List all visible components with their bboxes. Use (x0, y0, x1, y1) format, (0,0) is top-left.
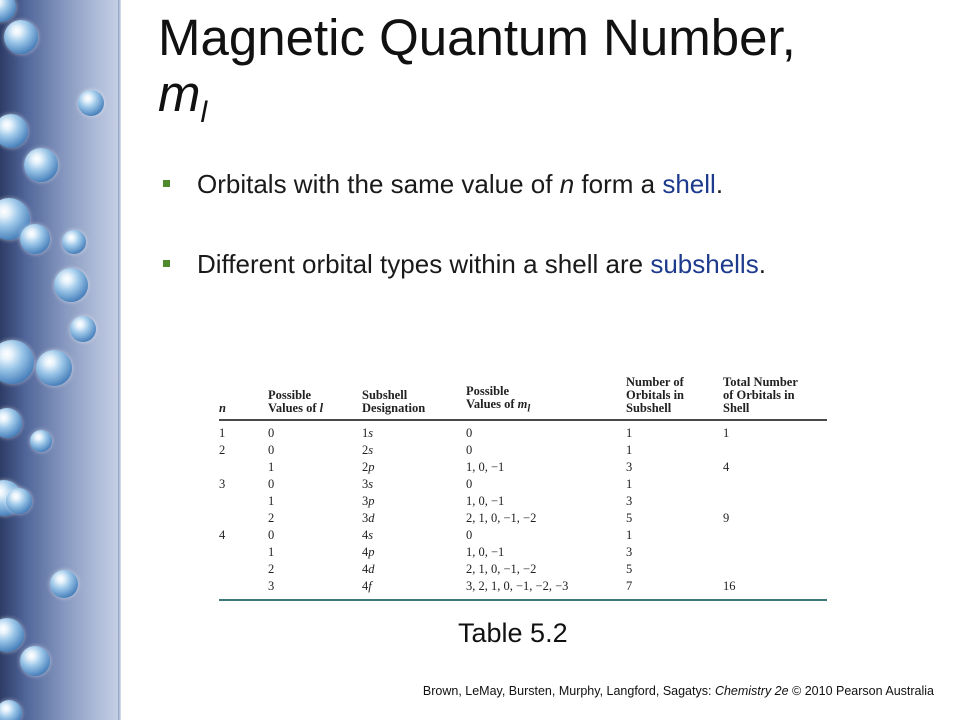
bubble-icon (4, 20, 38, 54)
bubble-icon (62, 230, 86, 254)
bullet-text (197, 249, 766, 279)
cell-orbitals: 5 (626, 562, 633, 576)
bullet-text-part: form a (574, 169, 663, 199)
bubble-icon (24, 148, 58, 182)
cell-subshell: 4d (362, 562, 375, 576)
sidebar-edge (118, 0, 121, 720)
bubble-icon (36, 350, 72, 386)
footer-authors: Brown, LeMay, Bursten, Murphy, Langford, Sagatys: (422, 684, 715, 698)
bubble-icon (54, 268, 88, 302)
cell-l: 3 (268, 579, 275, 593)
slide-title: Magnetic Quantum Number, (158, 9, 796, 66)
cell-l: 1 (268, 494, 275, 508)
cell-subshell: 4s (362, 528, 374, 542)
cell-n: 1 (219, 426, 226, 440)
bullet-text-part: Different orbital types within a shell are (197, 249, 651, 279)
table-row (219, 544, 827, 561)
bubble-icon (0, 618, 24, 652)
cell-l: 1 (268, 545, 275, 559)
cell-ml: 3, 2, 1, 0, −1, −2, −3 (466, 579, 569, 593)
cell-ml: 0 (466, 528, 473, 542)
orbital-table (219, 376, 827, 601)
footer-book-title: Chemistry 2e (714, 684, 789, 698)
header-possible-l: Possible Values of l (268, 388, 324, 415)
title-subscript: l (200, 96, 208, 130)
cell-orbitals: 1 (626, 443, 633, 457)
cell-l: 0 (268, 528, 275, 542)
cell-l: 2 (268, 511, 275, 525)
table-row (219, 493, 827, 510)
bubble-icon (6, 488, 32, 514)
cell-ml: 0 (466, 477, 473, 491)
cell-total (723, 476, 827, 493)
cell-orbitals: 3 (626, 460, 633, 474)
cell-l: 0 (268, 426, 275, 440)
cell-l: 1 (268, 460, 275, 474)
cell-n (219, 493, 268, 510)
cell-total: 1 (723, 426, 730, 440)
table-body (219, 420, 827, 600)
cell-ml: 1, 0, −1 (466, 545, 505, 559)
bullet-item-shell (162, 166, 862, 202)
slide-title-symbol (158, 66, 207, 141)
cell-n (219, 459, 268, 476)
cell-n (219, 578, 268, 600)
header-orbitals-subshell: Number of Orbitals in Subshell (626, 375, 684, 415)
cell-n (219, 561, 268, 578)
table-caption: Table 5.2 (458, 618, 568, 648)
cell-l: 0 (268, 443, 275, 457)
table-row (219, 510, 827, 527)
cell-subshell: 2p (362, 460, 375, 474)
cell-n (219, 544, 268, 561)
decorative-sidebar (0, 0, 118, 720)
bubble-icon (0, 340, 34, 384)
cell-subshell: 1s (362, 426, 374, 440)
cell-subshell: 3s (362, 477, 374, 491)
table-row (219, 459, 827, 476)
table-row (219, 476, 827, 493)
bubble-icon (50, 570, 78, 598)
table-header-row (219, 376, 827, 420)
title-symbol: m (158, 65, 201, 122)
cell-ml: 2, 1, 0, −1, −2 (466, 511, 537, 525)
bubble-icon (78, 90, 104, 116)
bullet-text-italic: n (559, 169, 575, 199)
orbital-table-container (219, 376, 829, 601)
bubble-icon (70, 316, 96, 342)
cell-n: 2 (219, 443, 226, 457)
cell-subshell: 3p (362, 494, 375, 508)
table-row (219, 527, 827, 544)
cell-total (723, 442, 827, 459)
term-subshells: subshells (650, 249, 759, 279)
cell-orbitals: 7 (626, 579, 633, 593)
cell-subshell: 4p (362, 545, 375, 559)
cell-l: 2 (268, 562, 275, 576)
cell-subshell: 2s (362, 443, 374, 457)
cell-subshell: 4f (362, 579, 372, 593)
cell-total (723, 493, 827, 510)
bubble-icon (20, 224, 50, 254)
header-subshell: Subshell Designation (362, 388, 426, 415)
cell-ml: 0 (466, 426, 473, 440)
cell-total: 4 (723, 460, 730, 474)
cell-n: 3 (219, 477, 226, 491)
bubble-icon (0, 700, 22, 720)
cell-total (723, 527, 827, 544)
cell-orbitals: 1 (626, 528, 633, 542)
header-possible-ml: Possible Values of $m_l$ (466, 383, 531, 414)
bubble-icon (30, 430, 52, 452)
cell-orbitals: 3 (626, 545, 633, 559)
cell-orbitals: 1 (626, 477, 633, 491)
cell-orbitals: 3 (626, 494, 633, 508)
bullet-text-part: Orbitals with the same value of (197, 169, 560, 199)
square-bullet-icon (163, 180, 170, 187)
footer-copyright: © 2010 Pearson Australia (788, 684, 934, 698)
bubble-icon (20, 646, 50, 676)
table-row (219, 442, 827, 459)
cell-total (723, 561, 827, 578)
cell-ml: 0 (466, 443, 473, 457)
cell-orbitals: 1 (626, 426, 633, 440)
cell-total (723, 544, 827, 561)
table-bottom-rule (219, 600, 827, 601)
cell-n: 4 (219, 528, 226, 542)
citation-footer (423, 684, 934, 698)
cell-subshell: 3d (362, 511, 375, 525)
cell-n (219, 510, 268, 527)
cell-ml: 1, 0, −1 (466, 460, 505, 474)
cell-total: 9 (723, 511, 730, 525)
header-total-orbitals: Total Number of Orbitals in Shell (723, 375, 798, 415)
cell-total: 16 (723, 579, 736, 593)
table-row (219, 561, 827, 578)
cell-orbitals: 5 (626, 511, 633, 525)
table-row (219, 578, 827, 600)
cell-ml: 2, 1, 0, −1, −2 (466, 562, 537, 576)
bullet-list (162, 166, 862, 282)
cell-l: 0 (268, 477, 275, 491)
bullet-item-subshells (162, 246, 862, 282)
bubble-icon (0, 408, 22, 438)
bullet-text-part: . (758, 249, 766, 279)
square-bullet-icon (163, 260, 170, 267)
table-row (219, 420, 827, 442)
term-shell: shell (662, 169, 716, 199)
bubble-icon (0, 0, 16, 22)
header-n: n (219, 401, 226, 415)
bullet-text-part: . (715, 169, 724, 199)
bullet-text (197, 169, 723, 199)
cell-ml: 1, 0, −1 (466, 494, 505, 508)
bubble-icon (0, 114, 28, 148)
